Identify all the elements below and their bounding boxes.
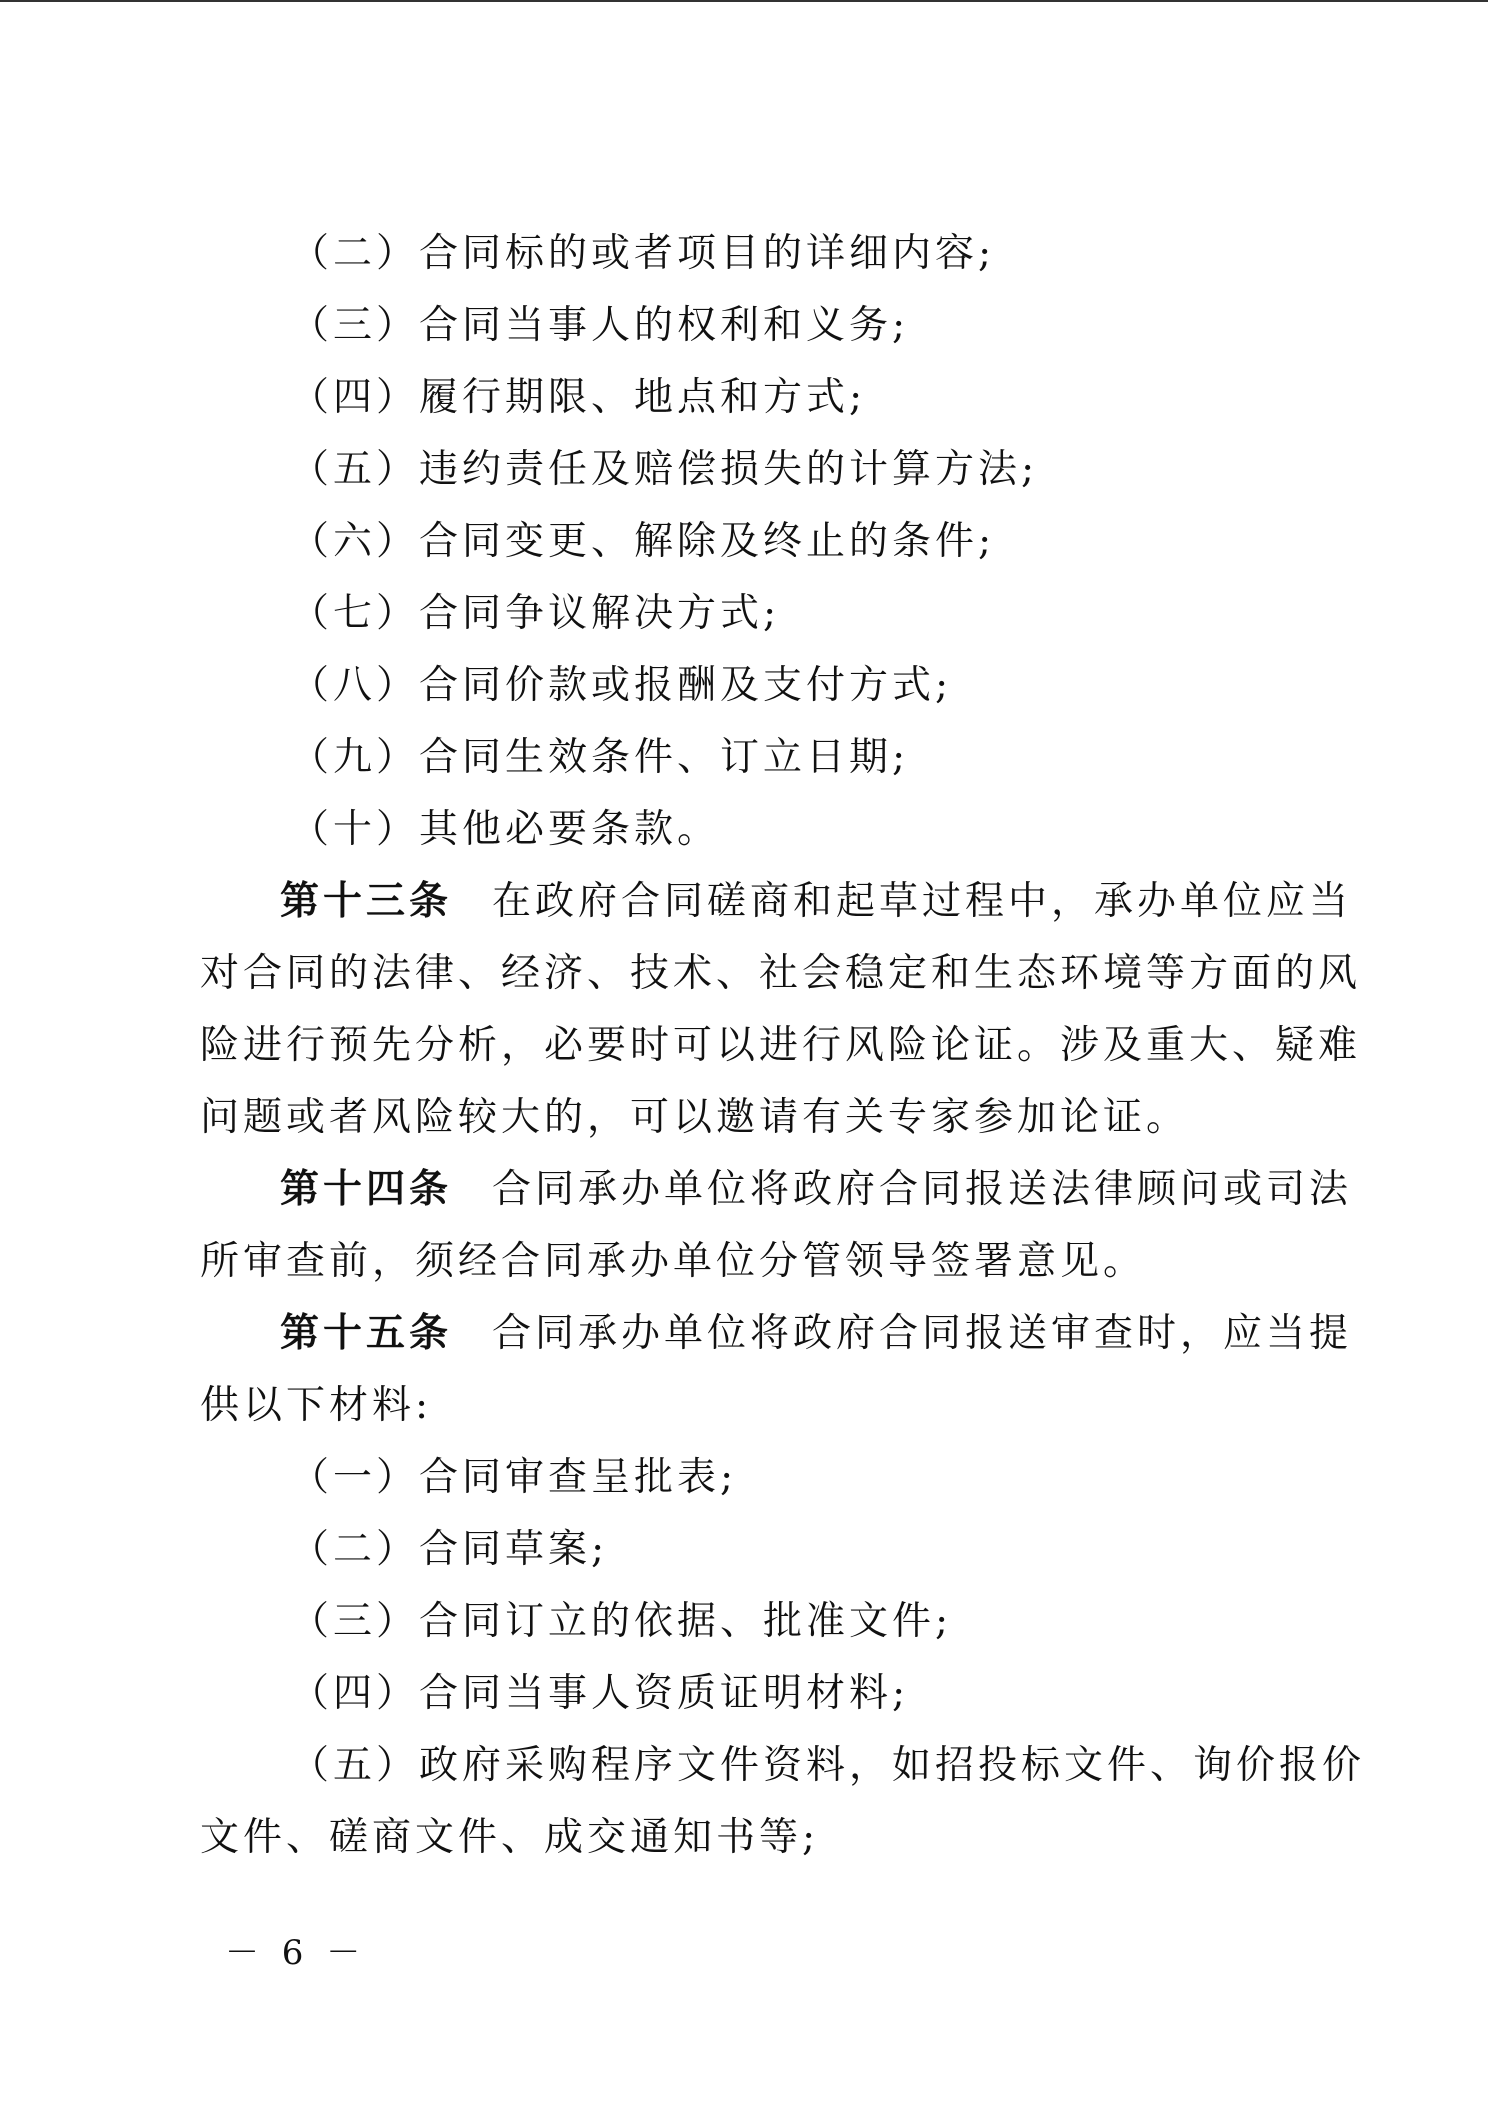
article-14-label: 第十四条 — [280, 1167, 453, 1212]
document-page-body — [200, 218, 1366, 1874]
list-item: （三）合同当事人的权利和义务; — [290, 303, 910, 348]
list-item: （四）履行期限、地点和方式; — [290, 375, 867, 420]
list-item: （四）合同当事人资质证明材料; — [290, 1671, 910, 1716]
article-13-label: 第十三条 — [280, 879, 453, 924]
list-item: （八）合同价款或报酬及支付方式; — [290, 663, 953, 708]
list-item: （六）合同变更、解除及终止的条件; — [290, 519, 996, 564]
article-14-line: 所审查前，须经合同承办单位分管领导签署意见。 — [200, 1239, 1147, 1284]
top-border-rule — [0, 0, 1488, 2]
list-item: （五）政府采购程序文件资料，如招投标文件、询价报价 — [290, 1743, 1366, 1788]
article-13-line: 问题或者风险较大的，可以邀请有关专家参加论证。 — [200, 1095, 1190, 1140]
article-13-text: 在政府合同磋商和起草过程中，承办单位应当 — [492, 879, 1353, 924]
list-item: （二）合同标的或者项目的详细内容; — [290, 231, 996, 276]
article-13-line: 对合同的法律、经济、技术、社会稳定和生态环境等方面的风 — [200, 951, 1362, 996]
list-item: （二）合同草案; — [290, 1527, 609, 1572]
article-15-text: 合同承办单位将政府合同报送审查时，应当提 — [492, 1311, 1353, 1356]
article-13-first-line — [200, 866, 1353, 938]
list-item: （十）其他必要条款。 — [290, 807, 721, 852]
article-15-label: 第十五条 — [280, 1311, 453, 1356]
article-15-line: 供以下材料: — [200, 1383, 433, 1428]
article-15-first-line — [200, 1298, 1353, 1370]
list-item: （七）合同争议解决方式; — [290, 591, 781, 636]
article-14-text: 合同承办单位将政府合同报送法律顾问或司法 — [492, 1167, 1353, 1212]
article-14-first-line — [200, 1154, 1353, 1226]
page-number: － 6 － — [225, 1933, 367, 1973]
list-item-continuation: 文件、磋商文件、成交通知书等; — [200, 1815, 820, 1860]
list-item: （三）合同订立的依据、批准文件; — [290, 1599, 953, 1644]
list-item: （一）合同审查呈批表; — [290, 1455, 738, 1500]
list-item: （五）违约责任及赔偿损失的计算方法; — [290, 447, 1039, 492]
article-13-line: 险进行预先分析，必要时可以进行风险论证。涉及重大、疑难 — [200, 1023, 1362, 1068]
list-item: （九）合同生效条件、订立日期; — [290, 735, 910, 780]
